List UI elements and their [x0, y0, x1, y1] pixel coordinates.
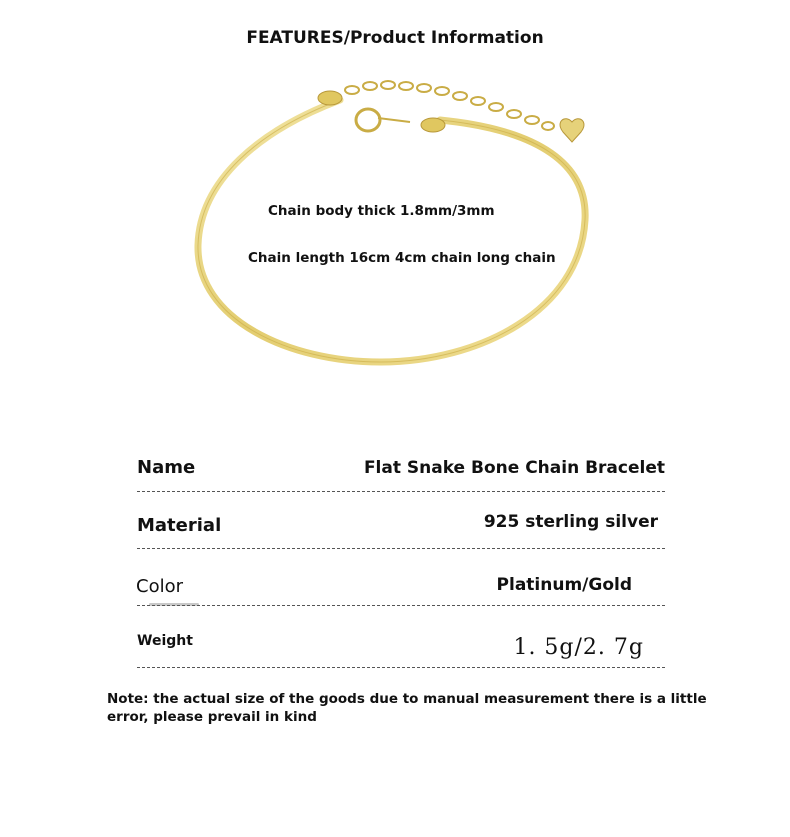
row-value: Platinum/Gold: [496, 575, 632, 595]
row-divider: [137, 667, 665, 668]
page-title: FEATURES/Product Information: [246, 28, 544, 48]
row-value: 1. 5g/2. 7g: [513, 635, 644, 660]
spec-length: Chain length 16cm 4cm chain long chain: [248, 250, 556, 266]
row-divider: [137, 491, 665, 492]
disclaimer-note: Note: the actual size of the goods due to manual measurement there is a little error, please prevail in kind: [107, 691, 707, 725]
row-label: Weight: [137, 633, 193, 649]
bracelet-image: [180, 70, 620, 380]
row-label: Material: [137, 515, 222, 536]
row-label: Color: [136, 576, 183, 597]
row-value: 925 sterling silver: [483, 512, 658, 532]
row-value: Flat Snake Bone Chain Bracelet: [363, 458, 665, 478]
row-divider: [137, 605, 665, 606]
row-divider: [137, 548, 665, 549]
spec-thickness: Chain body thick 1.8mm/3mm: [268, 203, 495, 219]
row-label: Name: [137, 457, 196, 478]
